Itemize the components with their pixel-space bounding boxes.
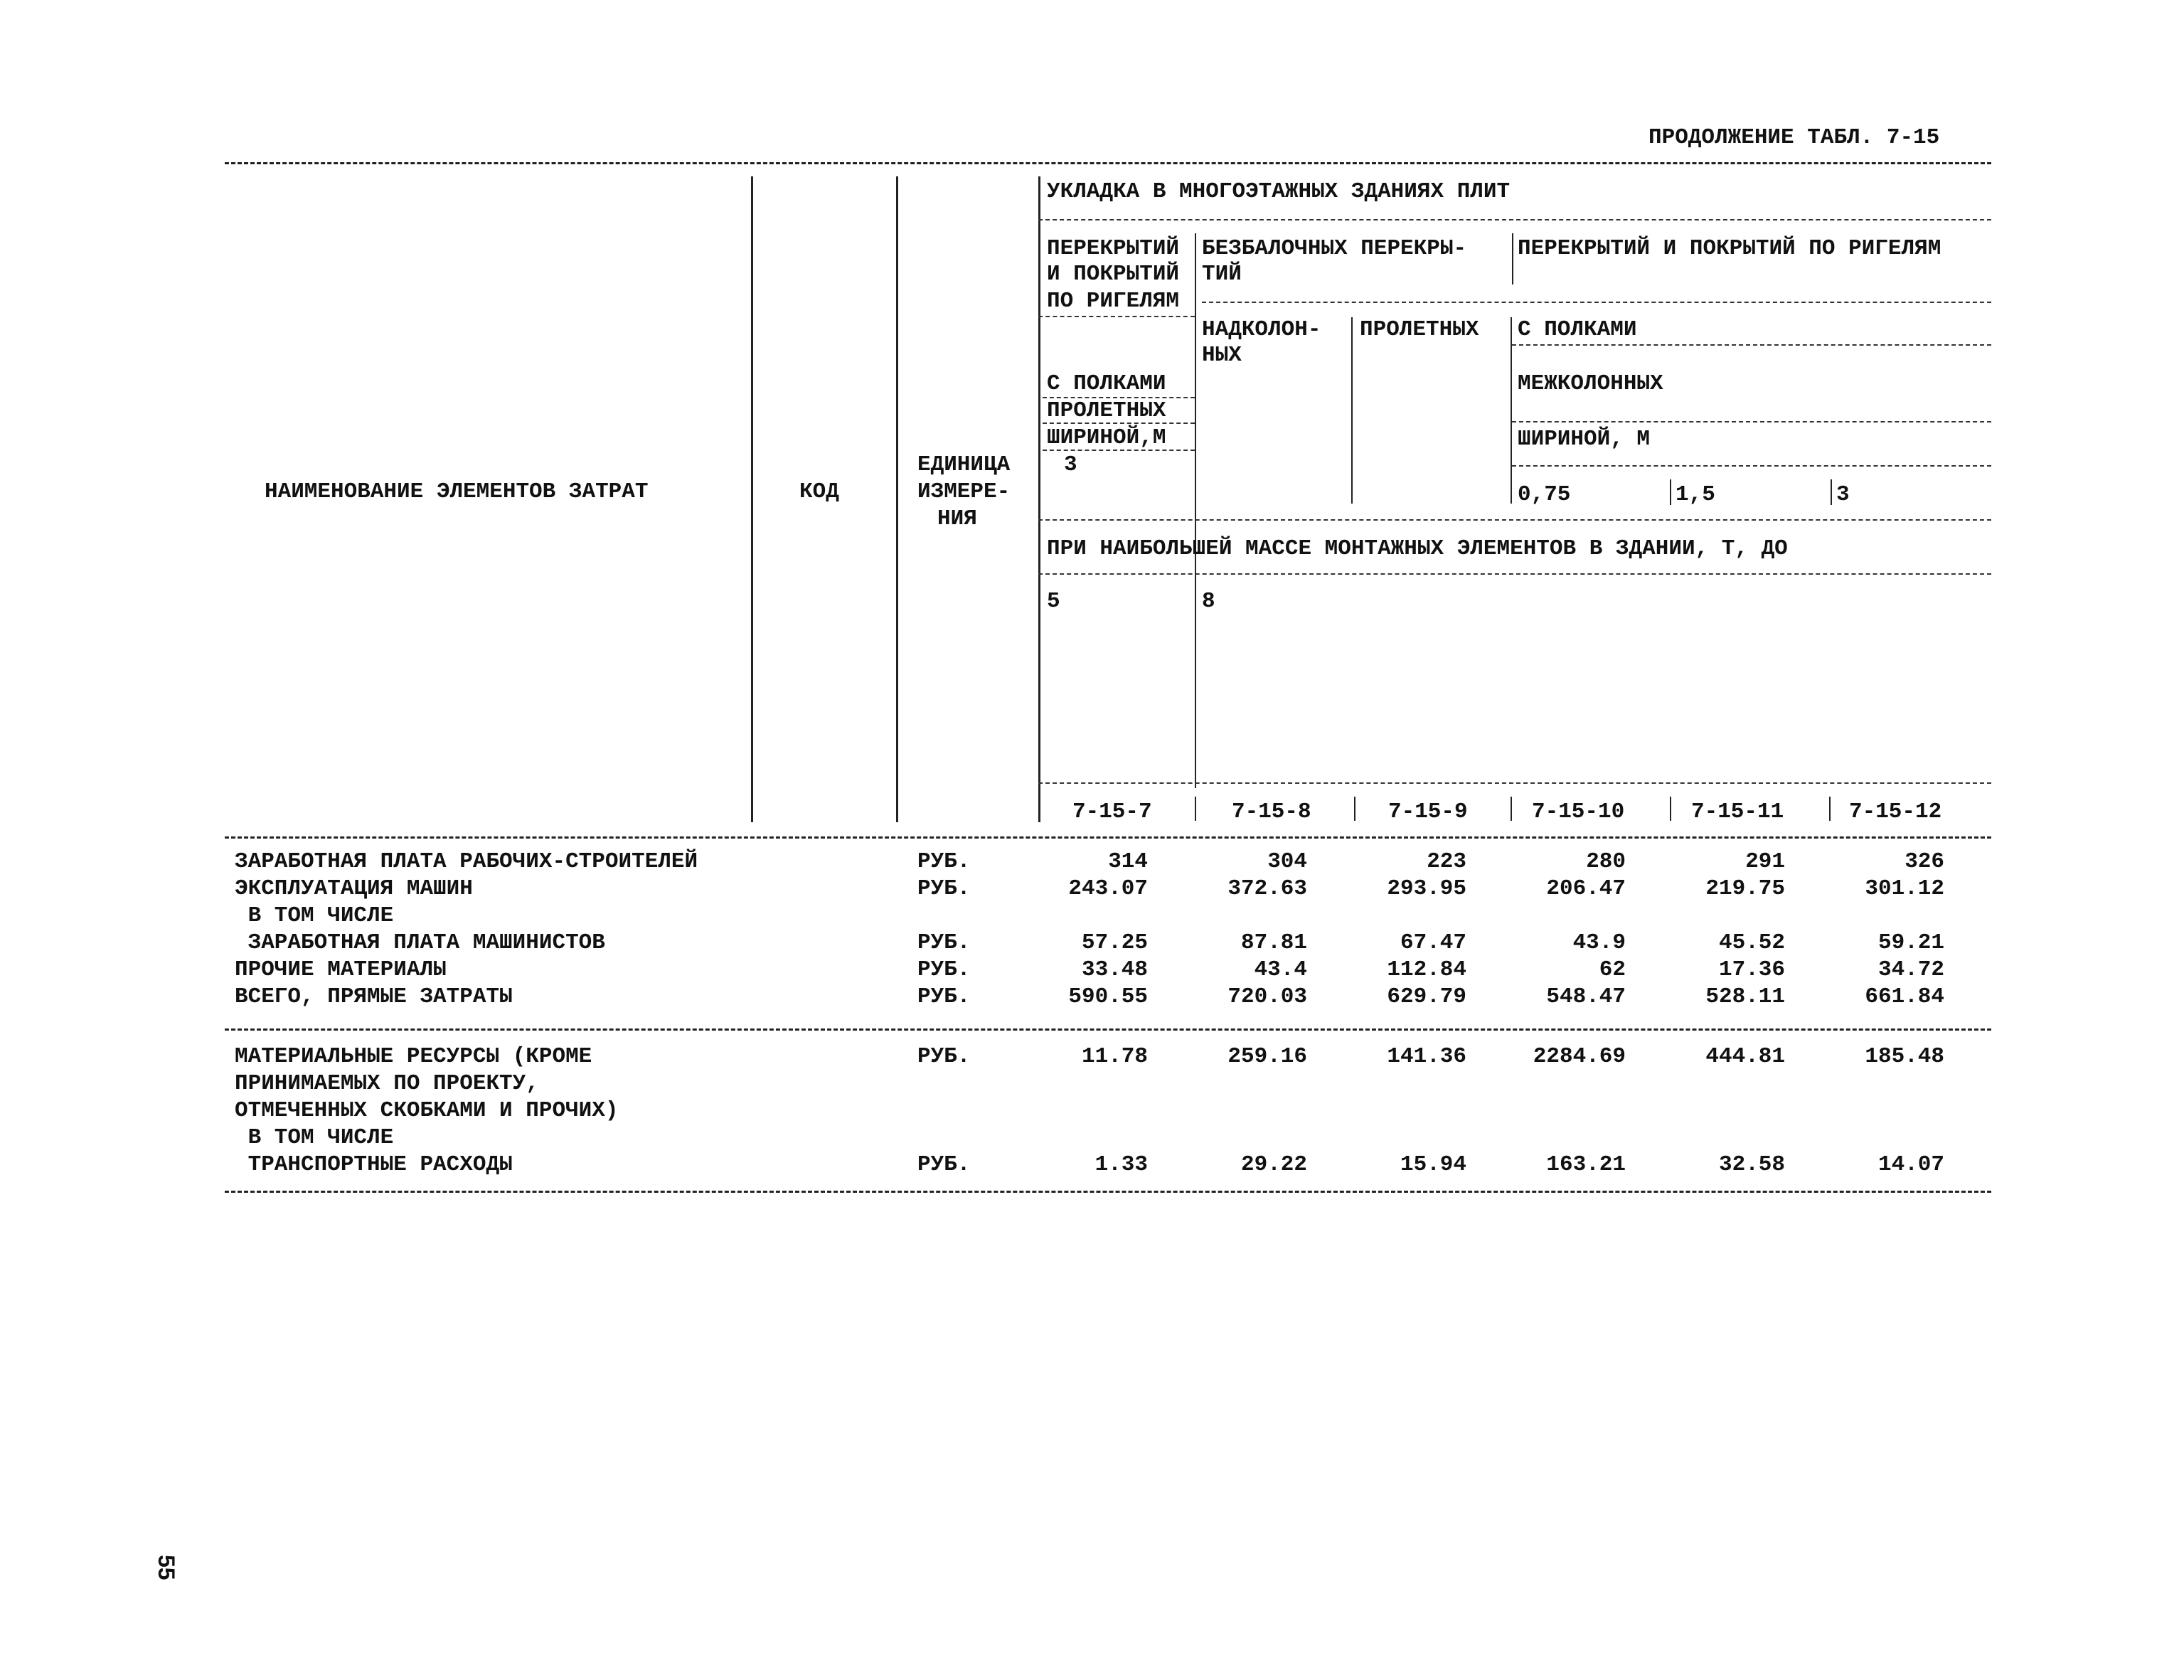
row-value-col-6: 14.07	[1877, 1152, 1944, 1177]
g3-width-sep-1	[1670, 479, 1671, 505]
row-name: В ТОМ ЧИСЛЕ	[235, 903, 394, 928]
row-value-col-3: 141.36	[1387, 1044, 1466, 1069]
row-name: ПРОЧИЕ МАТЕРИАЛЫ	[235, 957, 447, 982]
code-sep-2	[1354, 797, 1355, 821]
row-value-col-5: 17.36	[1718, 957, 1785, 982]
code-7-15-8: 7-15-8	[1232, 799, 1311, 824]
group1-line-2: И ПОКРЫТИЙ	[1047, 262, 1180, 287]
rule-above-codes	[1038, 782, 1991, 784]
g3-sub-rule-1	[1512, 344, 1991, 346]
row-value-col-4: 62	[1599, 957, 1626, 982]
row-value-col-2: 372.63	[1227, 876, 1307, 901]
group3-title: ПЕРЕКРЫТИЙ И ПОКРЫТИЙ ПО РИГЕЛЯМ	[1518, 236, 1941, 261]
row-value-col-6: 185.48	[1865, 1044, 1944, 1069]
row-value-col-6: 34.72	[1877, 957, 1944, 982]
mass-title: ПРИ НАИБОЛЬШЕЙ МАССЕ МОНТАЖНЫХ ЭЛЕМЕНТОВ В ЗДАНИИ, Т, ДО	[1047, 536, 1788, 561]
header-unit-line-3: НИЯ	[937, 506, 977, 531]
row-value-col-1: 11.78	[1081, 1044, 1148, 1069]
row-name: ТРАНСПОРТНЫЕ РАСХОДЫ	[235, 1152, 513, 1177]
row-value-col-5: 528.11	[1705, 984, 1785, 1009]
table-continuation-title: ПРОДОЛЖЕНИЕ ТАБЛ. 7-15	[1648, 125, 1940, 150]
row-value-col-1: 590.55	[1068, 984, 1148, 1009]
g1-sub-rule-2	[1043, 422, 1195, 424]
row-value-col-5: 444.81	[1705, 1044, 1785, 1069]
row-value-col-3: 112.84	[1387, 957, 1466, 982]
row-value-col-2: 720.03	[1227, 984, 1307, 1009]
row-name: ЭКСПЛУАТАЦИЯ МАШИН	[235, 876, 473, 901]
code-sep-5	[1829, 797, 1831, 821]
group1-right-border	[1195, 233, 1196, 788]
code-7-15-11: 7-15-11	[1691, 799, 1784, 824]
g1-sub-rule-3	[1043, 450, 1195, 451]
row-unit: РУБ.	[917, 930, 971, 955]
g2-sub-span: ПРОЛЕТНЫХ	[1360, 317, 1479, 342]
group1-line-3: ПО РИГЕЛЯМ	[1047, 289, 1180, 314]
row-unit: РУБ.	[917, 957, 971, 982]
row-value-col-6: 661.84	[1865, 984, 1944, 1009]
row-value-col-6: 326	[1905, 849, 1944, 874]
code-7-15-10: 7-15-10	[1532, 799, 1625, 824]
g3-sub-rule-2	[1512, 421, 1991, 422]
row-value-col-1: 314	[1108, 849, 1148, 874]
rule-above-mass	[1038, 519, 1991, 521]
mass-value-5: 5	[1047, 589, 1060, 614]
row-value-col-6: 301.12	[1865, 876, 1944, 901]
row-name: ОТМЕЧЕННЫХ СКОБКАМИ И ПРОЧИХ)	[235, 1098, 619, 1123]
col-sep-name	[751, 176, 753, 822]
header-unit-line-2: ИЗМЕРЕ-	[917, 479, 1011, 504]
row-unit: РУБ.	[917, 984, 971, 1009]
row-unit: РУБ.	[917, 876, 971, 901]
row-name: В ТОМ ЧИСЛЕ	[235, 1125, 394, 1150]
rule-under-main-title	[1038, 219, 1991, 220]
g3-width-075: 0,75	[1518, 482, 1571, 507]
g1-sub-shelves: С ПОЛКАМИ	[1047, 371, 1166, 396]
g3-width-15: 1,5	[1676, 482, 1715, 507]
row-value-col-3: 629.79	[1387, 984, 1466, 1009]
g1-subbox-top	[1038, 316, 1195, 317]
row-value-col-5: 45.52	[1718, 930, 1785, 955]
row-value-col-3: 67.47	[1400, 930, 1466, 955]
section1-bottom-rule	[225, 1028, 1991, 1031]
row-value-col-2: 29.22	[1240, 1152, 1307, 1177]
row-unit: РУБ.	[917, 1044, 971, 1069]
code-sep-3	[1511, 797, 1512, 821]
row-value-col-3: 293.95	[1387, 876, 1466, 901]
header-code-column: КОД	[799, 479, 839, 504]
row-value-col-5: 219.75	[1705, 876, 1785, 901]
group2-group3-border	[1512, 233, 1513, 285]
row-unit: РУБ.	[917, 1152, 971, 1177]
col-sep-unit	[1038, 176, 1040, 822]
row-value-col-1: 1.33	[1094, 1152, 1148, 1177]
g3-sub-shelves: С ПОЛКАМИ	[1518, 317, 1637, 342]
row-value-col-2: 304	[1267, 849, 1307, 874]
row-value-col-1: 33.48	[1081, 957, 1148, 982]
g2-sub-column-line-1: НАДКОЛОН-	[1202, 317, 1321, 342]
g2-sub-separator	[1351, 317, 1353, 504]
row-value-col-3: 15.94	[1400, 1152, 1466, 1177]
row-value-col-2: 87.81	[1240, 930, 1307, 955]
header-main-title: УКЛАДКА В МНОГОЭТАЖНЫХ ЗДАНИЯХ ПЛИТ	[1047, 179, 1511, 204]
top-rule	[225, 162, 1991, 164]
row-value-col-4: 206.47	[1546, 876, 1626, 901]
header-name-column: НАИМЕНОВАНИЕ ЭЛЕМЕНТОВ ЗАТРАТ	[265, 479, 649, 504]
row-value-col-4: 43.9	[1572, 930, 1626, 955]
code-sep-4	[1670, 797, 1671, 821]
col-sep-code	[896, 176, 898, 822]
row-value-col-1: 243.07	[1068, 876, 1148, 901]
g3-sub-width: ШИРИНОЙ, М	[1518, 427, 1651, 452]
rule-below-mass	[1038, 573, 1991, 575]
g1-sub-width: ШИРИНОЙ,М	[1047, 425, 1166, 450]
mass-value-8: 8	[1202, 589, 1215, 614]
section2-bottom-rule	[225, 1191, 1991, 1193]
header-bottom-rule	[225, 836, 1991, 839]
header-unit-line-1: ЕДИНИЦА	[917, 452, 1011, 477]
row-value-col-4: 280	[1586, 849, 1626, 874]
group2-line-2: ТИЙ	[1202, 262, 1242, 287]
g3-width-3: 3	[1836, 482, 1850, 507]
row-value-col-6: 59.21	[1877, 930, 1944, 955]
row-name: МАТЕРИАЛЬНЫЕ РЕСУРСЫ (КРОМЕ	[235, 1044, 592, 1069]
row-value-col-3: 223	[1427, 849, 1466, 874]
row-name: ПРИНИМАЕМЫХ ПО ПРОЕКТУ,	[235, 1071, 539, 1096]
code-7-15-9: 7-15-9	[1388, 799, 1468, 824]
row-value-col-2: 43.4	[1254, 957, 1307, 982]
page-number: 55	[154, 1555, 179, 1580]
row-value-col-5: 291	[1745, 849, 1785, 874]
group2-line-1: БЕЗБАЛОЧНЫХ ПЕРЕКРЫ-	[1202, 236, 1467, 261]
row-unit: РУБ.	[917, 849, 971, 874]
row-name: ЗАРАБОТНАЯ ПЛАТА МАШИНИСТОВ	[235, 930, 605, 955]
code-sep-1	[1195, 797, 1196, 821]
g3-sub-intercolumn: МЕЖКОЛОННЫХ	[1518, 371, 1663, 396]
row-value-col-2: 259.16	[1227, 1044, 1307, 1069]
g3-width-sep-2	[1831, 479, 1832, 505]
code-7-15-7: 7-15-7	[1072, 799, 1152, 824]
rule-under-groups	[1202, 302, 1991, 303]
g1-sub-value: 3	[1064, 452, 1077, 477]
row-value-col-4: 548.47	[1546, 984, 1626, 1009]
row-name: ВСЕГО, ПРЯМЫЕ ЗАТРАТЫ	[235, 984, 513, 1009]
g2-sub-column-line-2: НЫХ	[1202, 343, 1242, 368]
row-value-col-4: 2284.69	[1533, 1044, 1626, 1069]
row-value-col-5: 32.58	[1718, 1152, 1785, 1177]
row-value-col-1: 57.25	[1081, 930, 1148, 955]
code-7-15-12: 7-15-12	[1849, 799, 1942, 824]
g3-sub-rule-3	[1512, 465, 1991, 467]
row-value-col-4: 163.21	[1546, 1152, 1626, 1177]
g1-sub-span: ПРОЛЕТНЫХ	[1047, 398, 1166, 423]
row-name: ЗАРАБОТНАЯ ПЛАТА РАБОЧИХ-СТРОИТЕЛЕЙ	[235, 849, 698, 874]
group1-line-1: ПЕРЕКРЫТИЙ	[1047, 236, 1180, 261]
